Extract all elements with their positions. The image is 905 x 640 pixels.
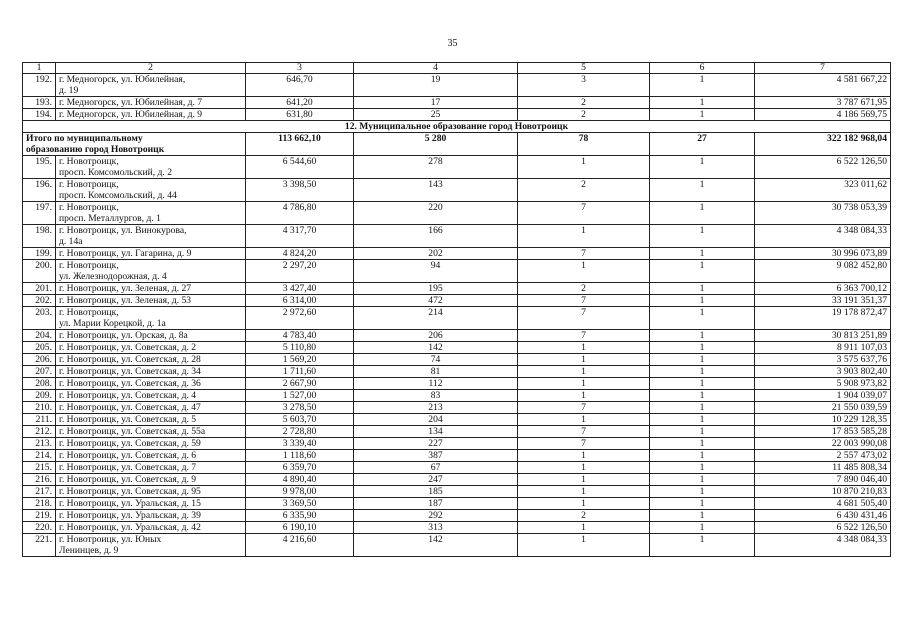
column6-cell: 1 — [650, 109, 755, 121]
area-cell: 6 335,90 — [246, 510, 354, 522]
column6-cell: 1 — [650, 402, 755, 414]
address-cell-line: г. Новотроицк, ул. Винокурова, — [59, 225, 187, 236]
column4-cell: 195 — [354, 283, 518, 295]
column6-cell: 1 — [650, 248, 755, 260]
address-cell-line: г. Новотроицк, ул. Советская, д. 47 — [59, 402, 201, 413]
column4-cell: 81 — [354, 366, 518, 378]
column5-cell: 1 — [518, 390, 650, 402]
row-number: 196. — [23, 179, 56, 202]
address-cell-line: г. Новотроицк, — [59, 202, 119, 213]
column4-cell: 206 — [354, 330, 518, 342]
cost-cell: 4 186 569,75 — [755, 109, 891, 121]
table-row — [23, 474, 891, 486]
table-row — [23, 74, 891, 97]
row-number: 206. — [23, 354, 56, 366]
column-header-3: 3 — [246, 63, 354, 74]
address-cell-line: Ленинцев, д. 9 — [59, 545, 119, 556]
cost-cell: 9 082 452,80 — [755, 260, 891, 283]
row-number: 199. — [23, 248, 56, 260]
total-row — [23, 133, 891, 156]
address-cell-line: ул. Железнодорожная, д. 4 — [59, 271, 167, 282]
column4-cell: 25 — [354, 109, 518, 121]
row-number: 221. — [23, 534, 56, 557]
column5-cell: 7 — [518, 307, 650, 330]
area-cell: 6 544,60 — [246, 156, 354, 179]
row-number: 194. — [23, 109, 56, 121]
address-cell — [56, 295, 246, 307]
row-number: 211. — [23, 414, 56, 426]
column6-cell: 1 — [650, 510, 755, 522]
cost-cell: 4 348 084,33 — [755, 534, 891, 557]
table-row — [23, 414, 891, 426]
row-number: 219. — [23, 510, 56, 522]
table-row — [23, 450, 891, 462]
area-cell: 2 728,80 — [246, 426, 354, 438]
address-cell — [56, 179, 246, 202]
address-cell-line: г. Новотроицк, ул. Зеленая, д. 27 — [59, 283, 192, 294]
column4-cell: 67 — [354, 462, 518, 474]
area-cell: 1 527,00 — [246, 390, 354, 402]
total-column6: 27 — [650, 133, 755, 156]
column4-cell: 134 — [354, 426, 518, 438]
cost-cell: 1 904 039,07 — [755, 390, 891, 402]
column-header-2: 2 — [56, 63, 246, 74]
column6-cell: 1 — [650, 179, 755, 202]
column4-cell: 313 — [354, 522, 518, 534]
cost-cell: 3 787 671,95 — [755, 97, 891, 109]
area-cell: 5 110,80 — [246, 342, 354, 354]
cost-cell: 30 813 251,89 — [755, 330, 891, 342]
address-cell-line: г. Новотроицк, ул. Советская, д. 55а — [59, 426, 206, 437]
address-cell — [56, 390, 246, 402]
table-row — [23, 179, 891, 202]
total-label-line: Итого по муниципальному — [26, 133, 143, 144]
column5-cell: 1 — [518, 260, 650, 283]
address-cell — [56, 342, 246, 354]
row-number: 192. — [23, 74, 56, 97]
area-cell: 1 118,60 — [246, 450, 354, 462]
column4-cell: 112 — [354, 378, 518, 390]
address-cell-line: просп. Комсомольский, д. 2 — [59, 167, 172, 178]
address-cell — [56, 307, 246, 330]
table-row — [23, 295, 891, 307]
row-number: 208. — [23, 378, 56, 390]
row-number: 195. — [23, 156, 56, 179]
area-cell: 1 569,20 — [246, 354, 354, 366]
row-number: 197. — [23, 202, 56, 225]
column5-cell: 7 — [518, 330, 650, 342]
column4-cell: 247 — [354, 474, 518, 486]
cost-cell: 3 575 637,76 — [755, 354, 891, 366]
row-number: 209. — [23, 390, 56, 402]
address-cell — [56, 510, 246, 522]
column5-cell: 1 — [518, 534, 650, 557]
cost-cell: 30 996 073,89 — [755, 248, 891, 260]
column5-cell: 7 — [518, 438, 650, 450]
address-cell-line: просп. Комсомольский, д. 44 — [59, 190, 177, 201]
address-cell-line: г. Новотроицк, ул. Советская, д. 95 — [59, 486, 201, 497]
address-cell-line: г. Новотроицк, ул. Гагарина, д. 9 — [59, 248, 192, 259]
address-cell — [56, 414, 246, 426]
column5-cell: 1 — [518, 414, 650, 426]
column6-cell: 1 — [650, 534, 755, 557]
row-number: 220. — [23, 522, 56, 534]
area-cell: 4 786,80 — [246, 202, 354, 225]
area-cell: 641,20 — [246, 97, 354, 109]
address-cell-line: г. Новотроицк, ул. Орская, д. 8а — [59, 330, 188, 341]
table-row — [23, 354, 891, 366]
area-cell: 646,70 — [246, 74, 354, 97]
column6-cell: 1 — [650, 97, 755, 109]
row-number: 214. — [23, 450, 56, 462]
table-row — [23, 522, 891, 534]
column6-cell: 1 — [650, 522, 755, 534]
area-cell: 4 783,40 — [246, 330, 354, 342]
column5-cell: 1 — [518, 474, 650, 486]
address-cell-line: г. Новотроицк, ул. Советская, д. 4 — [59, 390, 197, 401]
row-number: 205. — [23, 342, 56, 354]
column5-cell: 7 — [518, 402, 650, 414]
address-cell — [56, 260, 246, 283]
table-row — [23, 510, 891, 522]
cost-cell: 8 911 107,03 — [755, 342, 891, 354]
column4-cell: 202 — [354, 248, 518, 260]
cost-cell: 7 890 046,40 — [755, 474, 891, 486]
column6-cell: 1 — [650, 450, 755, 462]
address-cell — [56, 534, 246, 557]
column5-cell: 2 — [518, 109, 650, 121]
address-cell-line: г. Новотроицк, ул. Уральская, д. 15 — [59, 498, 201, 509]
row-number: 217. — [23, 486, 56, 498]
table-row — [23, 402, 891, 414]
row-number: 201. — [23, 283, 56, 295]
column4-cell: 213 — [354, 402, 518, 414]
column4-cell: 19 — [354, 74, 518, 97]
address-cell-line: д. 14а — [59, 236, 83, 247]
column6-cell: 1 — [650, 283, 755, 295]
page-number: 35 — [447, 38, 458, 49]
area-cell: 5 603,70 — [246, 414, 354, 426]
area-cell: 9 978,00 — [246, 486, 354, 498]
column5-cell: 1 — [518, 354, 650, 366]
column4-cell: 94 — [354, 260, 518, 283]
column4-cell: 185 — [354, 486, 518, 498]
column4-cell: 214 — [354, 307, 518, 330]
column6-cell: 1 — [650, 330, 755, 342]
row-number: 216. — [23, 474, 56, 486]
address-cell — [56, 462, 246, 474]
column6-cell: 1 — [650, 414, 755, 426]
column4-cell: 143 — [354, 179, 518, 202]
address-cell-line: г. Новотроицк, ул. Уральская, д. 39 — [59, 510, 201, 521]
section-title-row — [23, 121, 891, 133]
address-cell-line: г. Новотроицк, ул. Советская, д. 2 — [59, 342, 197, 353]
table-row — [23, 109, 891, 121]
column6-cell: 1 — [650, 225, 755, 248]
table-row — [23, 534, 891, 557]
total-column4: 5 280 — [354, 133, 518, 156]
cost-cell: 22 003 990,08 — [755, 438, 891, 450]
column6-cell: 1 — [650, 202, 755, 225]
area-cell: 631,80 — [246, 109, 354, 121]
address-cell-line: просп. Металлургов, д. 1 — [59, 213, 161, 224]
address-cell-line: г. Новотроицк, ул. Советская, д. 59 — [59, 438, 201, 449]
cost-cell: 10 870 210,83 — [755, 486, 891, 498]
column6-cell: 1 — [650, 486, 755, 498]
cost-cell: 6 430 431,46 — [755, 510, 891, 522]
column5-cell: 7 — [518, 248, 650, 260]
cost-cell: 30 738 053,39 — [755, 202, 891, 225]
row-number: 218. — [23, 498, 56, 510]
address-cell — [56, 498, 246, 510]
address-cell — [56, 378, 246, 390]
address-cell-line: г. Новотроицк, — [59, 156, 119, 167]
column6-cell: 1 — [650, 378, 755, 390]
area-cell: 3 398,50 — [246, 179, 354, 202]
address-cell — [56, 474, 246, 486]
table-row — [23, 156, 891, 179]
cost-cell: 6 363 700,12 — [755, 283, 891, 295]
area-cell: 3 427,40 — [246, 283, 354, 295]
area-cell: 2 297,20 — [246, 260, 354, 283]
address-cell — [56, 109, 246, 121]
housing-register-table — [22, 62, 891, 557]
area-cell: 4 317,70 — [246, 225, 354, 248]
address-cell — [56, 74, 246, 97]
cost-cell: 11 485 808,34 — [755, 462, 891, 474]
area-cell: 3 339,40 — [246, 438, 354, 450]
table-row — [23, 248, 891, 260]
cost-cell: 6 522 126,50 — [755, 156, 891, 179]
column5-cell: 7 — [518, 426, 650, 438]
total-area: 113 662,10 — [246, 133, 354, 156]
address-cell — [56, 354, 246, 366]
column4-cell: 387 — [354, 450, 518, 462]
column4-cell: 74 — [354, 354, 518, 366]
column5-cell: 1 — [518, 378, 650, 390]
table-row — [23, 486, 891, 498]
column5-cell: 1 — [518, 225, 650, 248]
column4-cell: 278 — [354, 156, 518, 179]
column4-cell: 187 — [354, 498, 518, 510]
cost-cell: 10 229 128,35 — [755, 414, 891, 426]
address-cell — [56, 438, 246, 450]
address-cell-line: г. Медногорск, ул. Юбилейная, д. 7 — [59, 97, 203, 108]
column4-cell: 227 — [354, 438, 518, 450]
column5-cell: 7 — [518, 202, 650, 225]
table-row — [23, 378, 891, 390]
area-cell: 2 667,90 — [246, 378, 354, 390]
address-cell — [56, 283, 246, 295]
table-row — [23, 426, 891, 438]
row-number: 207. — [23, 366, 56, 378]
cost-cell: 4 348 084,33 — [755, 225, 891, 248]
column5-cell: 2 — [518, 179, 650, 202]
column6-cell: 1 — [650, 366, 755, 378]
column6-cell: 1 — [650, 307, 755, 330]
address-cell-line: г. Новотроицк, ул. Уральская, д. 42 — [59, 522, 201, 533]
address-cell-line: д. 19 — [59, 85, 79, 96]
cost-cell: 4 581 667,22 — [755, 74, 891, 97]
column5-cell: 1 — [518, 498, 650, 510]
column6-cell: 1 — [650, 462, 755, 474]
address-cell — [56, 202, 246, 225]
column5-cell: 1 — [518, 462, 650, 474]
area-cell: 4 890,40 — [246, 474, 354, 486]
table-row — [23, 390, 891, 402]
address-cell-line: г. Новотроицк, — [59, 260, 119, 271]
address-cell — [56, 450, 246, 462]
column5-cell: 2 — [518, 283, 650, 295]
total-column5: 78 — [518, 133, 650, 156]
address-cell-line: г. Новотроицк, — [59, 179, 119, 190]
address-cell — [56, 156, 246, 179]
address-cell-line: г. Новотроицк, ул. Советская, д. 6 — [59, 450, 197, 461]
address-cell-line: г. Новотроицк, ул. Советская, д. 34 — [59, 366, 201, 377]
address-cell — [56, 426, 246, 438]
row-number: 200. — [23, 260, 56, 283]
column-header-5: 5 — [518, 63, 650, 74]
area-cell: 4 824,20 — [246, 248, 354, 260]
column5-cell: 1 — [518, 486, 650, 498]
table-row — [23, 283, 891, 295]
column5-cell: 3 — [518, 74, 650, 97]
address-cell — [56, 330, 246, 342]
table-row — [23, 462, 891, 474]
cost-cell: 19 178 872,47 — [755, 307, 891, 330]
column5-cell: 1 — [518, 156, 650, 179]
row-number: 193. — [23, 97, 56, 109]
cost-cell: 4 681 505,40 — [755, 498, 891, 510]
column5-cell: 1 — [518, 342, 650, 354]
row-number: 215. — [23, 462, 56, 474]
table-row — [23, 307, 891, 330]
area-cell: 6 314,00 — [246, 295, 354, 307]
column4-cell: 292 — [354, 510, 518, 522]
address-cell-line: г. Новотроицк, ул. Советская, д. 9 — [59, 474, 197, 485]
address-cell — [56, 522, 246, 534]
area-cell: 2 972,60 — [246, 307, 354, 330]
column6-cell: 1 — [650, 354, 755, 366]
address-cell-line: ул. Марии Корецкой, д. 1а — [59, 318, 166, 329]
cost-cell: 5 908 973,82 — [755, 378, 891, 390]
row-number: 210. — [23, 402, 56, 414]
address-cell-line: г. Новотроицк, ул. Юных — [59, 534, 162, 545]
column6-cell: 1 — [650, 156, 755, 179]
table-row — [23, 342, 891, 354]
column4-cell: 142 — [354, 534, 518, 557]
row-number: 204. — [23, 330, 56, 342]
area-cell: 3 278,50 — [246, 402, 354, 414]
address-cell-line: г. Медногорск, ул. Юбилейная, д. 9 — [59, 109, 203, 120]
area-cell: 1 711,60 — [246, 366, 354, 378]
column4-cell: 83 — [354, 390, 518, 402]
column4-cell: 166 — [354, 225, 518, 248]
section-title: 12. Муниципальное образование город Новотроицк — [23, 121, 891, 133]
column5-cell: 7 — [518, 295, 650, 307]
column6-cell: 1 — [650, 498, 755, 510]
table-row — [23, 225, 891, 248]
column5-cell: 2 — [518, 510, 650, 522]
column5-cell: 1 — [518, 366, 650, 378]
column-header-7: 7 — [755, 63, 891, 74]
column5-cell: 1 — [518, 450, 650, 462]
cost-cell: 323 011,62 — [755, 179, 891, 202]
address-cell — [56, 402, 246, 414]
address-cell-line: г. Новотроицк, ул. Зеленая, д. 53 — [59, 295, 192, 306]
column6-cell: 1 — [650, 390, 755, 402]
column5-cell: 2 — [518, 97, 650, 109]
cost-cell: 21 550 039,59 — [755, 402, 891, 414]
column-header-1: 1 — [23, 63, 56, 74]
area-cell: 6 359,70 — [246, 462, 354, 474]
cost-cell: 17 853 585,28 — [755, 426, 891, 438]
row-number: 212. — [23, 426, 56, 438]
column-header-4: 4 — [354, 63, 518, 74]
total-label-line: образованию город Новотроицк — [26, 144, 165, 155]
column6-cell: 1 — [650, 74, 755, 97]
column6-cell: 1 — [650, 295, 755, 307]
table-row — [23, 97, 891, 109]
total-label — [23, 133, 246, 156]
column6-cell: 1 — [650, 438, 755, 450]
row-number: 198. — [23, 225, 56, 248]
cost-cell: 3 903 802,40 — [755, 366, 891, 378]
address-cell — [56, 248, 246, 260]
row-number: 202. — [23, 295, 56, 307]
column4-cell: 17 — [354, 97, 518, 109]
address-cell — [56, 366, 246, 378]
column6-cell: 1 — [650, 426, 755, 438]
row-number: 213. — [23, 438, 56, 450]
address-cell-line: г. Новотроицк, ул. Советская, д. 36 — [59, 378, 201, 389]
column4-cell: 220 — [354, 202, 518, 225]
address-cell-line: г. Новотроицк, ул. Советская, д. 28 — [59, 354, 201, 365]
table-row — [23, 260, 891, 283]
total-cost: 322 182 968,04 — [755, 133, 891, 156]
area-cell: 6 190,10 — [246, 522, 354, 534]
column6-cell: 1 — [650, 260, 755, 283]
cost-cell: 6 522 126,50 — [755, 522, 891, 534]
table-row — [23, 330, 891, 342]
address-cell-line: г. Медногорск, ул. Юбилейная, — [59, 74, 186, 85]
column5-cell: 1 — [518, 522, 650, 534]
address-cell-line: г. Новотроицк, ул. Советская, д. 5 — [59, 414, 197, 425]
column-number-row — [23, 63, 891, 74]
table-row — [23, 498, 891, 510]
column6-cell: 1 — [650, 342, 755, 354]
address-cell — [56, 97, 246, 109]
cost-cell: 33 191 351,37 — [755, 295, 891, 307]
table-row — [23, 202, 891, 225]
column4-cell: 204 — [354, 414, 518, 426]
table-row — [23, 438, 891, 450]
address-cell — [56, 486, 246, 498]
table-row — [23, 366, 891, 378]
column6-cell: 1 — [650, 474, 755, 486]
address-cell-line: г. Новотроицк, ул. Советская, д. 7 — [59, 462, 197, 473]
address-cell-line: г. Новотроицк, — [59, 307, 119, 318]
cost-cell: 2 557 473,02 — [755, 450, 891, 462]
row-number: 203. — [23, 307, 56, 330]
column4-cell: 142 — [354, 342, 518, 354]
column-header-6: 6 — [650, 63, 755, 74]
address-cell — [56, 225, 246, 248]
column4-cell: 472 — [354, 295, 518, 307]
area-cell: 4 216,60 — [246, 534, 354, 557]
area-cell: 3 369,50 — [246, 498, 354, 510]
